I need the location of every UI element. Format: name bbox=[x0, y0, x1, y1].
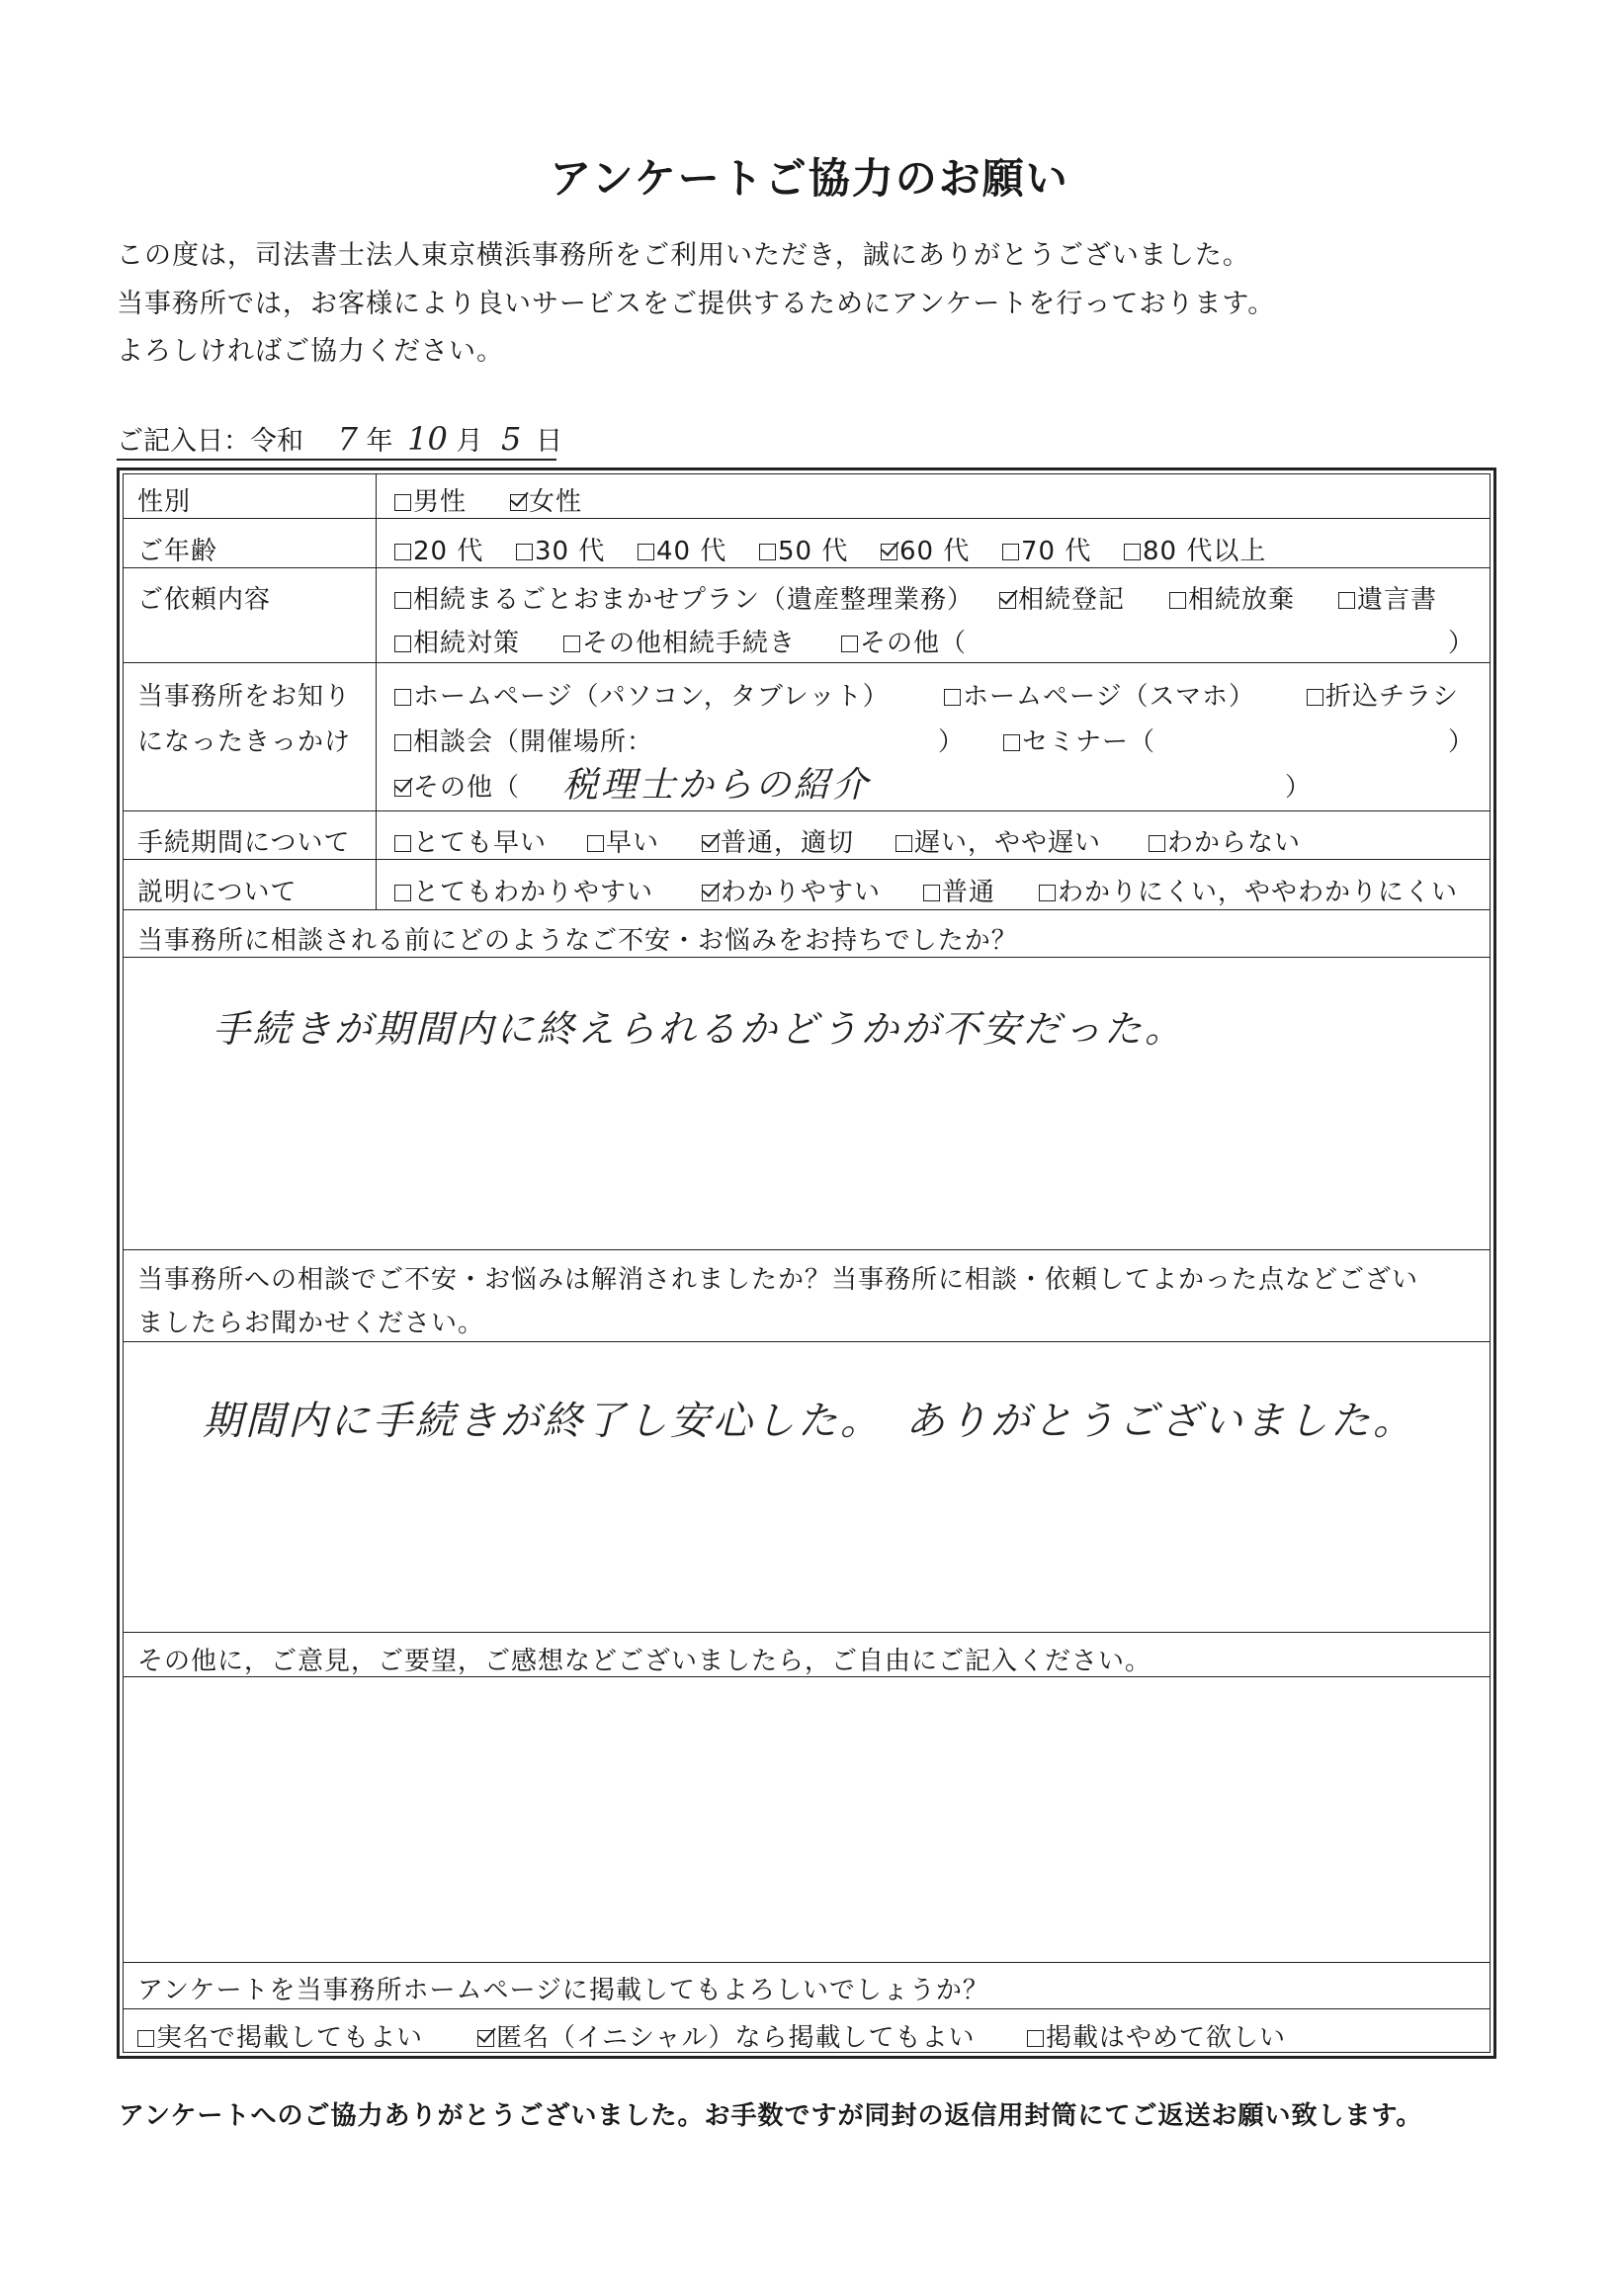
source-option[interactable]: ホームページ（パソコン，タブレット） bbox=[394, 676, 890, 713]
row-divider bbox=[124, 662, 1490, 663]
checkbox-checked-icon[interactable] bbox=[702, 835, 719, 852]
checkbox-checked-icon[interactable] bbox=[394, 780, 411, 797]
publish-option[interactable]: 実名で掲載してもよい bbox=[137, 2017, 423, 2054]
age-option[interactable]: 40 代 bbox=[638, 531, 726, 567]
checkbox-icon[interactable] bbox=[394, 885, 411, 901]
date-month[interactable]: 10 bbox=[407, 420, 448, 458]
source-option[interactable]: 相談会（開催場所： bbox=[394, 722, 653, 758]
checkbox-icon[interactable] bbox=[394, 544, 411, 560]
footer-note: アンケートへのご協力ありがとうございました。お手数ですが同封の返信用封筒にてご返送お願い致します。 bbox=[119, 2101, 1423, 2131]
publish-option[interactable]: 匿名（イニシャル）なら掲載してもよい bbox=[477, 2017, 975, 2054]
age-option[interactable]: 70 代 bbox=[1002, 531, 1091, 567]
close-paren: ） bbox=[938, 727, 966, 757]
explanation-label: 説明について bbox=[137, 878, 298, 907]
survey-form bbox=[117, 468, 1496, 2059]
row-divider bbox=[124, 1632, 1490, 1633]
checkbox-icon[interactable] bbox=[923, 885, 940, 901]
source-label-line-1: 当事務所をお知り bbox=[137, 682, 352, 712]
request-option[interactable]: その他相続手続き bbox=[563, 623, 796, 659]
date-year[interactable]: 7 bbox=[337, 420, 358, 458]
q2-question-line-1: 当事務所への相談でご不安・お悩みは解消されましたか？当事務所に相談・依頼してよかった点などござい bbox=[137, 1265, 1419, 1295]
date-day[interactable]: 5 bbox=[501, 420, 522, 458]
checkbox-icon[interactable] bbox=[516, 544, 533, 560]
entry-date bbox=[117, 419, 562, 461]
checkbox-icon[interactable] bbox=[944, 689, 961, 706]
age-option[interactable]: 30 代 bbox=[516, 531, 605, 567]
age-option[interactable]: 60 代 bbox=[881, 531, 970, 567]
page-title: アンケートご協力のお願い bbox=[550, 154, 1069, 203]
checkbox-icon[interactable] bbox=[1003, 734, 1020, 751]
label-column-divider bbox=[376, 474, 377, 909]
close-paren: ） bbox=[1448, 727, 1476, 757]
source-option[interactable]: セミナー（ bbox=[1003, 722, 1155, 758]
row-divider bbox=[124, 957, 1490, 958]
checkbox-icon[interactable] bbox=[394, 734, 411, 751]
checkbox-icon[interactable] bbox=[1169, 592, 1186, 609]
explanation-option[interactable]: わかりやすい bbox=[702, 872, 881, 908]
q1-answer[interactable]: 手続きが期間内に終えられるかどうかが不安だった。 bbox=[213, 1007, 1186, 1051]
date-month-unit: 月 bbox=[456, 426, 483, 457]
request-option[interactable]: 相続まるごとおまかせプラン（遺産整理業務） bbox=[394, 579, 974, 616]
source-option[interactable]: ホームページ（スマホ） bbox=[944, 676, 1255, 713]
checkbox-checked-icon[interactable] bbox=[702, 885, 719, 901]
request-option[interactable]: 相続登記 bbox=[999, 579, 1125, 616]
close-paren: ） bbox=[1285, 773, 1313, 803]
period-option[interactable]: 早い bbox=[587, 822, 659, 859]
source-label-line-2: になったきっかけ bbox=[137, 727, 352, 757]
checkbox-icon[interactable] bbox=[638, 544, 654, 560]
checkbox-icon[interactable] bbox=[1338, 592, 1355, 609]
age-label: ご年齢 bbox=[137, 537, 218, 566]
checkbox-icon[interactable] bbox=[1002, 544, 1019, 560]
request-option[interactable]: 遺言書 bbox=[1338, 579, 1437, 616]
checkbox-icon[interactable] bbox=[1124, 544, 1141, 560]
checkbox-icon[interactable] bbox=[1149, 835, 1165, 852]
q2-question-line-2: ましたらお聞かせください。 bbox=[137, 1309, 485, 1338]
date-label: ご記入日：令和 bbox=[117, 426, 303, 457]
checkbox-icon[interactable] bbox=[1027, 2030, 1044, 2047]
request-option[interactable]: 相続対策 bbox=[394, 623, 520, 659]
intro-line-1: この度は，司法書士法人東京横浜事務所をご利用いただき，誠にありがとうございました。 bbox=[117, 240, 1250, 271]
source-other-text[interactable]: 税理士からの紹介 bbox=[562, 765, 872, 806]
period-label: 手続期間について bbox=[137, 828, 351, 858]
checkbox-checked-icon[interactable] bbox=[881, 544, 897, 560]
checkbox-icon[interactable] bbox=[394, 636, 411, 652]
intro-line-2: 当事務所では，お客様により良いサービスをご提供するためにアンケートを行っております。 bbox=[117, 289, 1276, 319]
explanation-option[interactable]: わかりにくい，ややわかりにくい bbox=[1039, 872, 1458, 908]
checkbox-icon[interactable] bbox=[137, 2030, 154, 2047]
source-option[interactable]: 折込チラシ bbox=[1307, 676, 1459, 713]
gender-option-female[interactable]: 女性 bbox=[510, 481, 582, 518]
intro-line-3: よろしければご協力ください。 bbox=[117, 336, 504, 367]
checkbox-icon[interactable] bbox=[841, 636, 858, 652]
checkbox-icon[interactable] bbox=[1307, 689, 1323, 706]
row-divider bbox=[124, 909, 1490, 910]
row-divider bbox=[124, 1341, 1490, 1342]
checkbox-icon[interactable] bbox=[394, 494, 411, 511]
period-option[interactable]: 普通，適切 bbox=[702, 822, 854, 859]
age-option[interactable]: 50 代 bbox=[759, 531, 848, 567]
row-divider bbox=[124, 1249, 1490, 1250]
age-option[interactable]: 80 代以上 bbox=[1124, 531, 1266, 567]
period-option[interactable]: とても早い bbox=[394, 822, 547, 859]
q3-question: その他に，ご意見，ご要望，ご感想などございましたら，ご自由にご記入ください。 bbox=[137, 1647, 1152, 1676]
q2-answer[interactable]: 期間内に手続きが終了し安心した。 ありがとうございました。 bbox=[203, 1399, 1415, 1444]
request-label: ご依頼内容 bbox=[137, 585, 272, 615]
checkbox-icon[interactable] bbox=[759, 544, 776, 560]
row-divider bbox=[124, 810, 1490, 811]
period-option[interactable]: わからない bbox=[1149, 822, 1301, 859]
checkbox-checked-icon[interactable] bbox=[477, 2030, 494, 2047]
row-divider bbox=[124, 859, 1490, 860]
age-option[interactable]: 20 代 bbox=[394, 531, 483, 567]
gender-label: 性別 bbox=[137, 487, 192, 517]
checkbox-icon[interactable] bbox=[394, 689, 411, 706]
date-year-unit: 年 bbox=[366, 426, 393, 457]
close-paren: ） bbox=[1448, 629, 1476, 658]
checkbox-icon[interactable] bbox=[394, 592, 411, 609]
publish-option[interactable]: 掲載はやめて欲しい bbox=[1027, 2017, 1286, 2054]
source-option[interactable]: その他（ bbox=[394, 767, 520, 804]
row-divider bbox=[124, 567, 1490, 568]
gender-option-male[interactable]: 男性 bbox=[394, 481, 467, 518]
row-divider bbox=[124, 1962, 1490, 1963]
q1-question: 当事務所に相談される前にどのようなご不安・お悩みをお持ちでしたか？ bbox=[137, 926, 1018, 956]
survey-form-inner bbox=[123, 473, 1491, 2053]
checkbox-icon[interactable] bbox=[394, 835, 411, 852]
explanation-option[interactable]: 普通 bbox=[923, 872, 995, 908]
checkbox-icon[interactable] bbox=[563, 636, 580, 652]
date-day-unit: 日 bbox=[536, 426, 562, 457]
explanation-option[interactable]: とてもわかりやすい bbox=[394, 872, 653, 908]
checkbox-icon[interactable] bbox=[895, 835, 912, 852]
checkbox-icon[interactable] bbox=[1039, 885, 1056, 901]
row-divider bbox=[124, 518, 1490, 519]
publish-question: アンケートを当事務所ホームページに掲載してもよろしいでしょうか？ bbox=[137, 1976, 989, 2005]
row-divider bbox=[124, 2008, 1490, 2009]
checkbox-checked-icon[interactable] bbox=[999, 592, 1016, 609]
request-option[interactable]: 相続放棄 bbox=[1169, 579, 1295, 616]
request-option[interactable]: その他（ bbox=[841, 623, 967, 659]
period-option[interactable]: 遅い，やや遅い bbox=[895, 822, 1101, 859]
checkbox-checked-icon[interactable] bbox=[510, 494, 527, 511]
checkbox-icon[interactable] bbox=[587, 835, 604, 852]
